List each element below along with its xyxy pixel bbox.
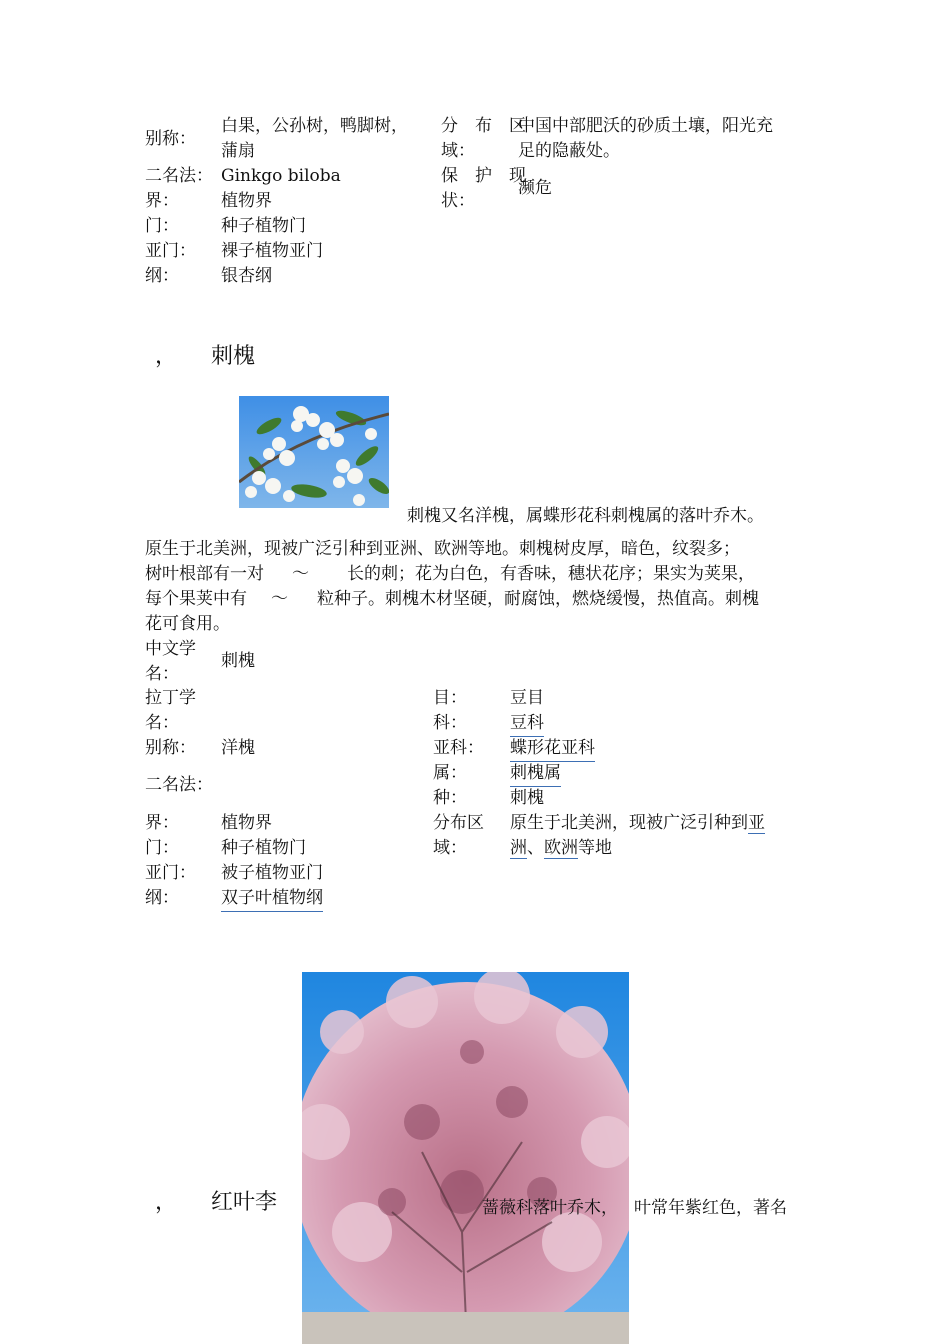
robinia-cn-name-value: 刺槐 xyxy=(221,651,255,671)
ginkgo-distribution-label-2: 域： xyxy=(441,141,475,161)
robinia-alias-value: 洋槐 xyxy=(221,738,255,758)
robinia-subfamily-label: 亚科： xyxy=(433,738,484,758)
prunus-description: 叶常年紫红色，著名 xyxy=(634,1198,787,1218)
prunus-photo xyxy=(302,972,629,1344)
ginkgo-subphylum-label: 亚门： xyxy=(145,241,196,261)
ginkgo-status-value: 濒危 xyxy=(518,178,552,198)
robinia-distribution-text-2: 等地 xyxy=(578,838,612,858)
ginkgo-status-label-1: 保 护 现 xyxy=(441,166,526,186)
robinia-order-label: 目： xyxy=(433,688,467,708)
ginkgo-distribution-value-1: 中国中部肥沃的砂质土壤，阳光充 xyxy=(518,116,773,136)
robinia-paragraph-line4: 花可食用。 xyxy=(145,614,230,634)
asia-link-part1[interactable]: 亚 xyxy=(748,813,765,833)
ginkgo-alias-value-line1: 白果，公孙树，鸭脚树， xyxy=(221,116,408,136)
robinia-subphylum-value: 被子植物亚门 xyxy=(221,863,323,883)
robinia-phylum-value: 种子植物门 xyxy=(221,838,306,858)
asia-link-part2[interactable]: 洲 xyxy=(510,838,527,858)
prunus-heading: 红叶李 xyxy=(211,1190,278,1215)
robinia-paragraph-line3a: 每个果荚中有 xyxy=(145,589,247,609)
robinia-species-value: 刺槐 xyxy=(510,788,544,808)
robinia-distribution-text-1: 原生于北美洲，现被广泛引种到 xyxy=(510,813,748,833)
robinia-paragraph-line2b: ～ xyxy=(292,564,309,584)
robinia-subphylum-label: 亚门： xyxy=(145,863,196,883)
ginkgo-alias-label: 别称： xyxy=(145,129,196,149)
robinia-latin-label-1: 拉丁学 xyxy=(145,688,196,708)
robinia-class-label: 纲： xyxy=(145,888,179,908)
ginkgo-distribution-label-1: 分 布 区 xyxy=(441,116,526,136)
robinia-latin-label-2: 名： xyxy=(145,713,179,733)
robinia-paragraph-line1: 原生于北美洲，现被广泛引种到亚洲、欧洲等地。刺槐树皮厚，暗色，纹裂多； xyxy=(145,539,740,559)
robinia-heading-comma: ， xyxy=(155,344,178,369)
robinia-kingdom-label: 界： xyxy=(145,813,179,833)
ginkgo-binomial-label: 二名法： xyxy=(145,166,213,186)
distribution-separator: 、 xyxy=(527,838,544,858)
ginkgo-binomial-value: Ginkgo biloba xyxy=(221,166,341,186)
robinia-paragraph-line2c: 长的刺；花为白色，有香味，穗状花序；果实为荚果， xyxy=(347,564,755,584)
robinia-distribution-value-1 xyxy=(510,811,765,836)
robinia-class-link[interactable]: 双子叶植物纲 xyxy=(221,886,323,912)
ginkgo-phylum-label: 门： xyxy=(145,216,179,236)
robinia-paragraph-line3c: 粒种子。刺槐木材坚硬，耐腐蚀，燃烧缓慢，热值高。刺槐 xyxy=(317,589,759,609)
ginkgo-kingdom-label: 界： xyxy=(145,191,179,211)
ginkgo-kingdom-value: 植物界 xyxy=(221,191,272,211)
robinia-photo xyxy=(239,396,389,508)
ginkgo-status-label-2: 状： xyxy=(441,191,475,211)
robinia-paragraph-line2a: 树叶根部有一对 xyxy=(145,564,264,584)
robinia-phylum-label: 门： xyxy=(145,838,179,858)
robinia-genus-label: 属： xyxy=(433,763,467,783)
robinia-distribution-label-2: 域： xyxy=(433,838,467,858)
robinia-family-label: 科： xyxy=(433,713,467,733)
robinia-distribution-label-1: 分布区 xyxy=(433,813,484,833)
robinia-cn-name-label-1: 中文学 xyxy=(145,639,196,659)
robinia-alias-label: 别称： xyxy=(145,738,196,758)
ginkgo-class-label: 纲： xyxy=(145,266,179,286)
robinia-family-link[interactable]: 豆科 xyxy=(510,711,544,737)
europe-link[interactable]: 欧洲 xyxy=(544,838,578,858)
ginkgo-distribution-value-2: 足的隐蔽处。 xyxy=(518,141,620,161)
ginkgo-class-value: 银杏纲 xyxy=(221,266,272,286)
robinia-order-value: 豆目 xyxy=(510,688,544,708)
robinia-heading: 刺槐 xyxy=(211,344,256,369)
robinia-distribution-value-2 xyxy=(510,836,612,861)
robinia-binomial-label: 二名法： xyxy=(145,775,213,795)
robinia-subfamily-link[interactable]: 蝶形花亚科 xyxy=(510,736,595,762)
ginkgo-phylum-value: 种子植物门 xyxy=(221,216,306,236)
robinia-species-label: 种： xyxy=(433,788,467,808)
prunus-heading-comma: ， xyxy=(155,1190,178,1215)
prunus-overlap-text: 蔷薇科落叶乔木， xyxy=(482,1198,618,1218)
robinia-genus-link[interactable]: 刺槐属 xyxy=(510,761,561,787)
robinia-kingdom-value: 植物界 xyxy=(221,813,272,833)
ginkgo-alias-value-line2: 蒲扇 xyxy=(221,141,255,161)
robinia-intro-line: 刺槐又名洋槐，属蝶形花科刺槐属的落叶乔木。 xyxy=(407,506,764,526)
robinia-cn-name-label-2: 名： xyxy=(145,664,179,684)
robinia-paragraph-line3b: ～ xyxy=(271,589,288,609)
ginkgo-subphylum-value: 裸子植物亚门 xyxy=(221,241,323,261)
